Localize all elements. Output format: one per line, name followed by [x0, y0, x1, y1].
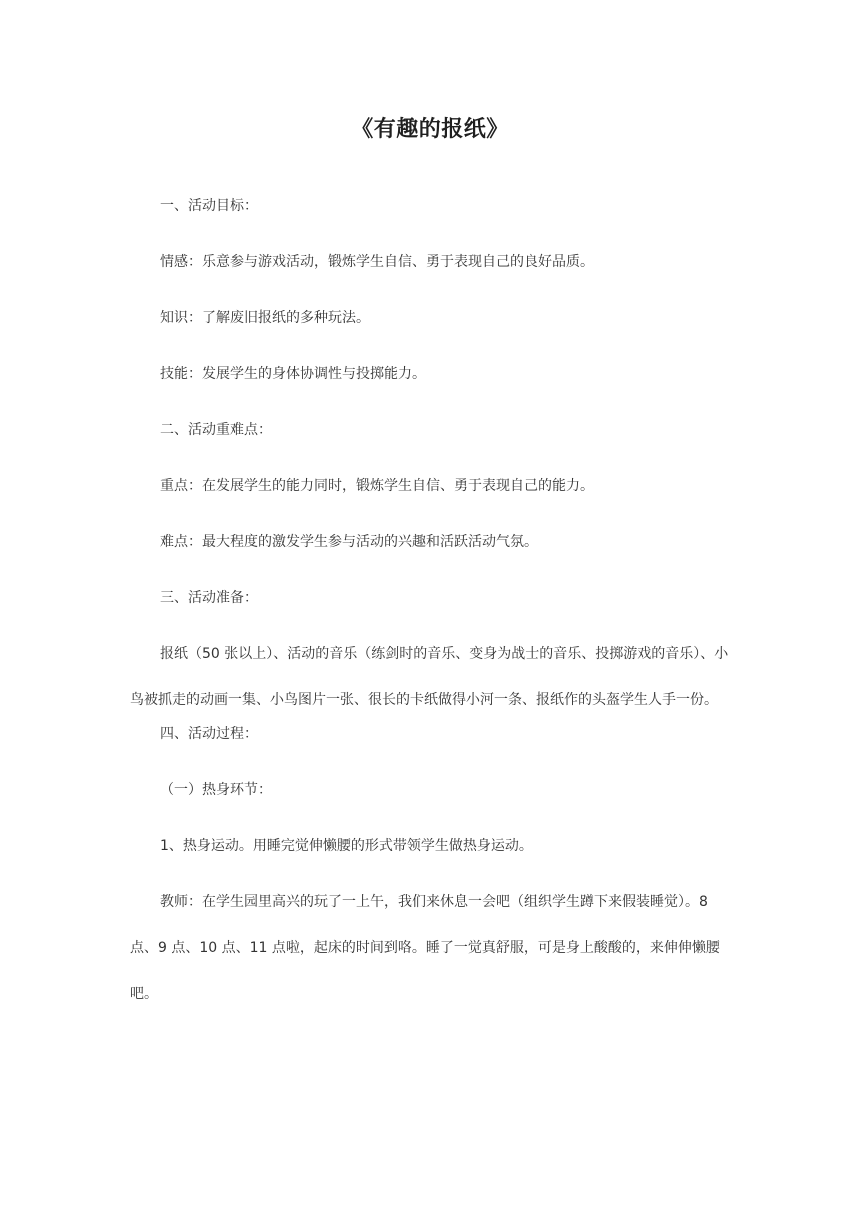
document-title: 《有趣的报纸》 [351, 117, 509, 142]
paragraph-materials: 报纸（50 张以上）、活动的音乐（练剑时的音乐、变身为战士的音乐、投掷游戏的音乐）、小鸟被抓走的动画一集、小鸟图片一张、很长的卡纸做得小河一条、报纸作的头盔学生人手一份。 [130, 646, 729, 708]
paragraph-warmup-exercise: 1、热身运动。用睡完觉伸懒腰的形式带领学生做热身运动。 [160, 838, 533, 854]
paragraph-emotion: 情感：乐意参与游戏活动，锻炼学生自信、勇于表现自己的良好品质。 [160, 254, 594, 270]
subsection-heading-warmup: （一）热身环节： [160, 782, 272, 798]
document-body [130, 194, 740, 1027]
section-heading-preparation: 三、活动准备： [160, 590, 258, 606]
paragraph-knowledge: 知识：了解废旧报纸的多种玩法。 [160, 310, 370, 326]
paragraph-skill: 技能：发展学生的身体协调性与投掷能力。 [160, 366, 426, 382]
paragraph-difficulty: 难点：最大程度的激发学生参与活动的兴趣和活跃活动气氛。 [160, 534, 538, 550]
section-heading-process: 四、活动过程： [160, 726, 258, 742]
paragraph-teacher-script: 教师：在学生园里高兴的玩了一上午，我们来休息一会吧（组织学生蹲下来假装睡觉）。8 点、9 点、10 点、11 点啦，起床的时间到咯。睡了一觉真舒服，可是身上酸酸的，来伸伸懒腰吧。 [130, 894, 720, 1002]
section-heading-key-points: 二、活动重难点： [160, 422, 272, 438]
paragraph-key-point: 重点：在发展学生的能力同时，锻炼学生自信、勇于表现自己的能力。 [160, 478, 594, 494]
section-heading-objectives: 一、活动目标： [160, 198, 258, 214]
